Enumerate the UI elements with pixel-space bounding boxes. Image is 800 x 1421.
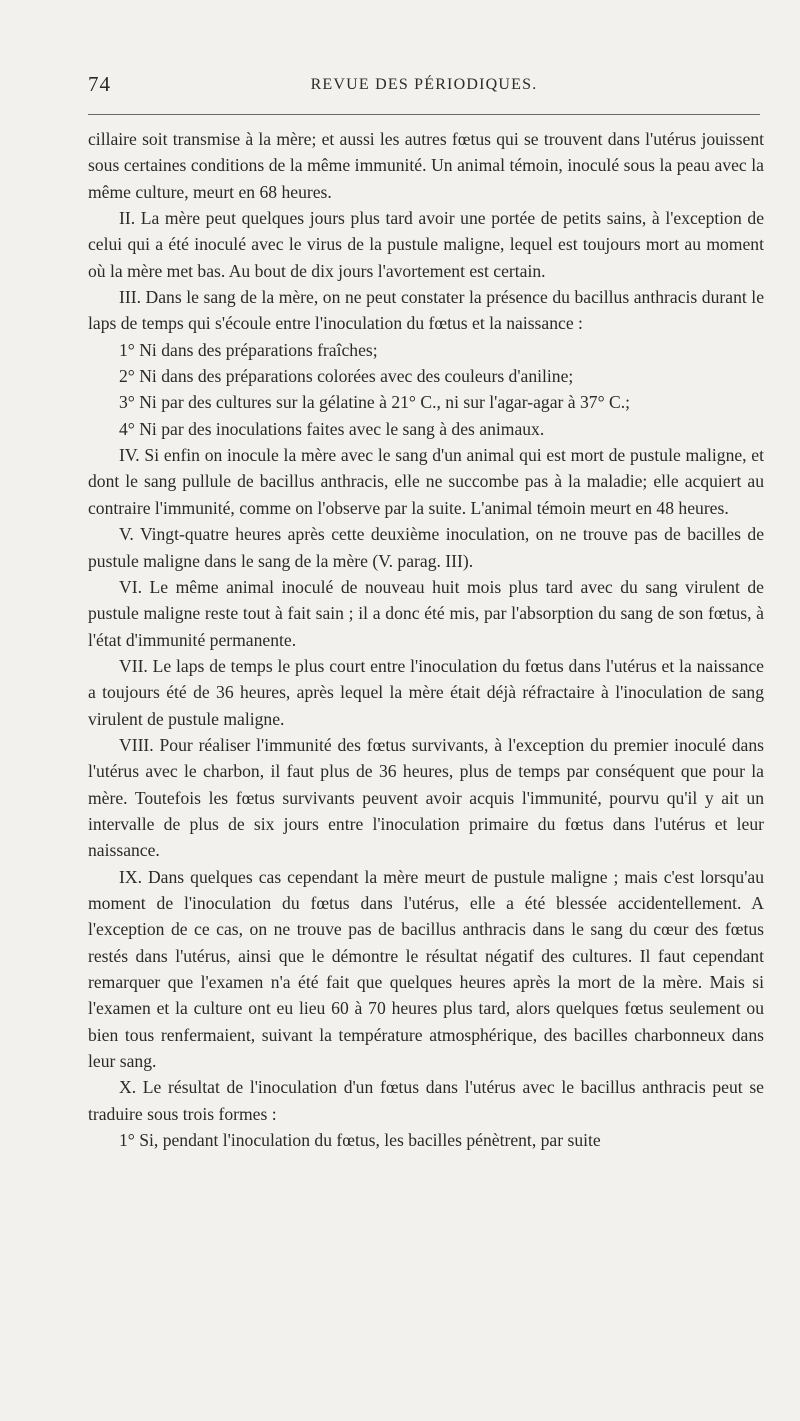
paragraph-ii: II. La mère peut quelques jours plus tard avoir une portée de petits sains, à l'exception de celui qui a été inoculé avec le virus de la pustule maligne, lequel est toujours mort au moment où la mère met bas. Au bout de dix jours l'avortement est certain. [88, 208, 764, 281]
page-number: 74 [88, 72, 111, 96]
paragraph-iii: III. Dans le sang de la mère, on ne peut constater la présence du bacillus anthracis durant le laps de temps qui s'écoule entre l'inoculation du fœtus et la naissance : [88, 287, 764, 334]
paragraph-x: X. Le résultat de l'inoculation d'un fœtus dans l'utérus avec le bacillus anthracis peut se traduire sous trois formes : [88, 1077, 764, 1124]
paragraph-v: V. Vingt-quatre heures après cette deuxième inoculation, on ne trouve pas de bacilles de pustule maligne dans le sang de la mère (V. parag. III). [88, 524, 764, 571]
list-item-1: 1° Ni dans des préparations fraîches; [119, 339, 378, 360]
page-header [88, 70, 760, 100]
list-item-x-1: 1° Si, pendant l'inoculation du fœtus, les bacilles pénètrent, par suite [119, 1130, 601, 1151]
paragraph-continuation: cillaire soit transmise à la mère; et aussi les autres fœtus qui se trouvent dans l'utérus jouissent sous certaines conditions de la même immunité. Un animal témoin, inoculé sous la peau avec la même culture, meurt en 68 heures. [88, 129, 764, 202]
paragraph-viii: VIII. Pour réaliser l'immunité des fœtus survivants, à l'exception du premier inoculé dans l'utérus avec le charbon, il faut plus de 36 heures, plus de temps par conséquent que pour la mère. Toutefois les fœtus survivants peuvent avoir acquis l'immunité, pourvu qu'il y ait un intervalle de plus de six jours entre l'inoculation primaire du fœtus dans l'utérus et leur naissance. [88, 734, 764, 861]
list-item-4: 4° Ni par des inoculations faites avec le sang à des animaux. [119, 418, 545, 439]
paragraph-iv: IV. Si enfin on inocule la mère avec le sang d'un animal qui est mort de pustule maligne, et dont le sang pullule de bacillus anthracis, elle ne succombe pas à la maladie; elle acquiert au contraire l'immunité, comme on l'observe par la suite. L'animal témoin meurt en 48 heures. [88, 445, 764, 518]
paragraph-vii: VII. Le laps de temps le plus court entre l'inoculation du fœtus dans l'utérus et la naissance a toujours été de 36 heures, après lequel la mère était déjà réfractaire à l'inoculation de sang virulent de pustule maligne. [88, 655, 764, 729]
article-body [88, 126, 764, 1153]
header-rule [88, 114, 760, 115]
running-title: REVUE DES PÉRIODIQUES. [310, 76, 538, 93]
list-item-2: 2° Ni dans des préparations colorées avec des couleurs d'aniline; [119, 366, 574, 387]
paragraph-vi: VI. Le même animal inoculé de nouveau huit mois plus tard avec du sang virulent de pustule maligne reste tout à fait sain ; il a donc été mis, par l'absorption du sang de son fœtus, à l'état d'immunité permanente. [88, 576, 764, 650]
paragraph-ix: IX. Dans quelques cas cependant la mère meurt de pustule maligne ; mais c'est lorsqu'au moment de l'inoculation du fœtus dans l'utérus, elle a été blessée accidentellement. A l'exception de ce cas, on ne trouve pas de bacillus anthracis dans le sang du cœur des fœtus restés dans l'utérus, ainsi que le démontre le résultat négatif des cultures. Il faut cependant remarquer que l'examen n'a été fait que quelques heures après la mort de la mère. Mais si l'examen et la culture ont eu lieu 60 à 70 heures plus tard, alors quelques fœtus seulement ou bien tous renfermaient, suivant la température atmosphérique, des bacilles charbonneux dans leur sang. [88, 866, 764, 1072]
list-item-3: 3° Ni par des cultures sur la gélatine à 21° C., ni sur l'agar-agar à 37° C.; [119, 392, 631, 413]
